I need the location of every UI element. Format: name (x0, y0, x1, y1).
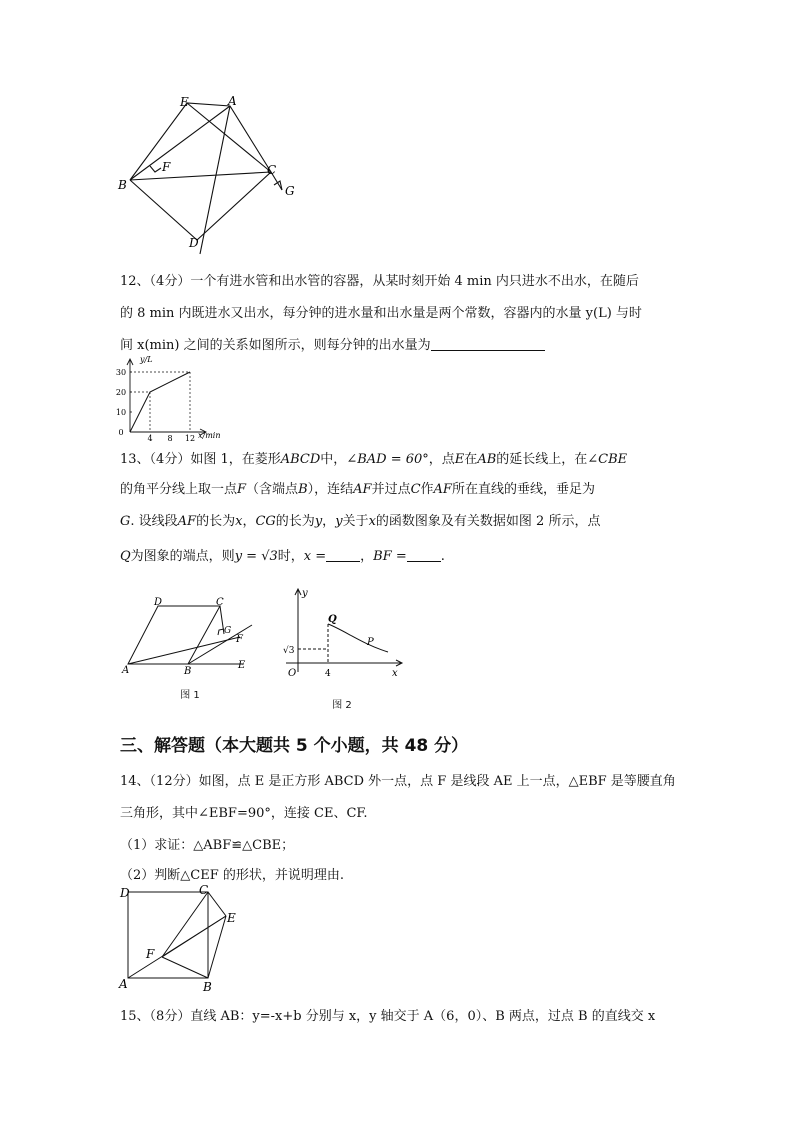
q13-fig1-caption: 图 1 (180, 690, 200, 701)
fig2-P: P (367, 637, 374, 648)
q14-part1: （1）求证：△ABF≌△CBE； (120, 838, 295, 853)
q12-y-tick: 10 (115, 408, 127, 417)
q12-series-line (130, 372, 190, 432)
q12-y-tick: 30 (115, 368, 127, 377)
label-G: G (285, 184, 295, 198)
label-E: E (180, 95, 189, 109)
q14-part2: （2）判断△CEF 的形状，并说明理由. (120, 868, 344, 883)
figure-quadrilateral (110, 92, 310, 262)
q13-line1: 13、（4分）如图 1，在菱形ABCD中，∠BAD = 60°，点E在AB的延长线上，在∠CBE (120, 452, 628, 467)
q13-line2: 的角平分线上取一点F（含端点B），连结AF并过点C作AF所在直线的垂线，垂足为 (120, 482, 595, 497)
q12-y-tick: 20 (115, 388, 127, 397)
label-D: D (189, 236, 199, 250)
fig2-y: y (302, 588, 308, 599)
q12-line1: 12、（4分）一个有进水管和出水管的容器，从某时刻开始 4 min 内只进水不出水，在随后 (120, 274, 639, 289)
fig2-4: 4 (325, 669, 331, 679)
q14-fig-C: C (199, 883, 209, 897)
q12-line3: 间 x(min) 之间的关系如图所示，则每分钟的出水量为 (120, 334, 545, 353)
q13-line3: G. 设线段AF的长为x，CG的长为y，y关于x的函数图象及有关数据如图 2 所示，点 (120, 514, 601, 529)
label-F: F (162, 160, 171, 174)
q14-fig-E: E (227, 911, 236, 925)
fig2-Q: Q (328, 614, 337, 625)
fig1-D: D (154, 597, 163, 608)
q13-figure-1 (118, 592, 258, 677)
q12-answer-blank (431, 338, 545, 351)
q12-ylabel: y/L (140, 355, 153, 364)
q12-x-tick: 12 (184, 434, 196, 443)
fig1-E: E (238, 660, 246, 671)
q12-line2: 的 8 min 内既进水又出水，每分钟的进水量和出水量是两个常数，容器内的水量 y(L) 与时 (120, 306, 642, 321)
fig1-A: A (122, 665, 130, 676)
q13-blank-x (326, 549, 360, 562)
q12-y-tick: 0 (118, 428, 124, 437)
q14-fig-A: A (119, 977, 128, 991)
q12-x-tick: 4 (147, 434, 153, 443)
q14-line1: 14、（12分）如图，点 E 是正方形 ABCD 外一点，点 F 是线段 AE 上一点，△EBF 是等腰直角 (120, 774, 676, 789)
fig1-B: B (184, 666, 192, 677)
q13-line4: Q为图象的端点，则y = √3时，x = ，BF = . (120, 549, 445, 564)
q15-line1: 15、（8分）直线 AB：y=-x+b 分别与 x，y 轴交于 A（6，0）、B 两点，过点 B 的直线交 x (120, 1009, 656, 1024)
fig2-O: O (288, 668, 297, 679)
label-A: A (228, 94, 237, 108)
label-C: C (267, 163, 277, 177)
q13-figure-2 (282, 586, 407, 678)
q13-fig2-caption: 图 2 (332, 700, 352, 711)
q12-xlabel: x/min (198, 431, 221, 440)
q14-figure (116, 884, 246, 994)
fig2-x: x (392, 668, 398, 679)
q13-blank-bf (407, 549, 441, 562)
fig1-C: C (216, 597, 224, 608)
fig1-F: F (236, 634, 243, 645)
fig1-G: G (224, 626, 232, 636)
q14-fig-D: D (120, 886, 130, 900)
q14-line2: 三角形，其中∠EBF=90°，连接 CE、CF. (120, 806, 368, 821)
section-3-heading: 三、解答题（本大题共 5 个小题，共 48 分） (120, 736, 469, 756)
q12-chart (115, 352, 238, 444)
q14-fig-B: B (203, 980, 212, 994)
fig2-sqrt3: √3 (283, 646, 295, 656)
q12-x-tick: 8 (167, 434, 173, 443)
q14-fig-F: F (146, 947, 155, 961)
label-B: B (118, 178, 127, 192)
